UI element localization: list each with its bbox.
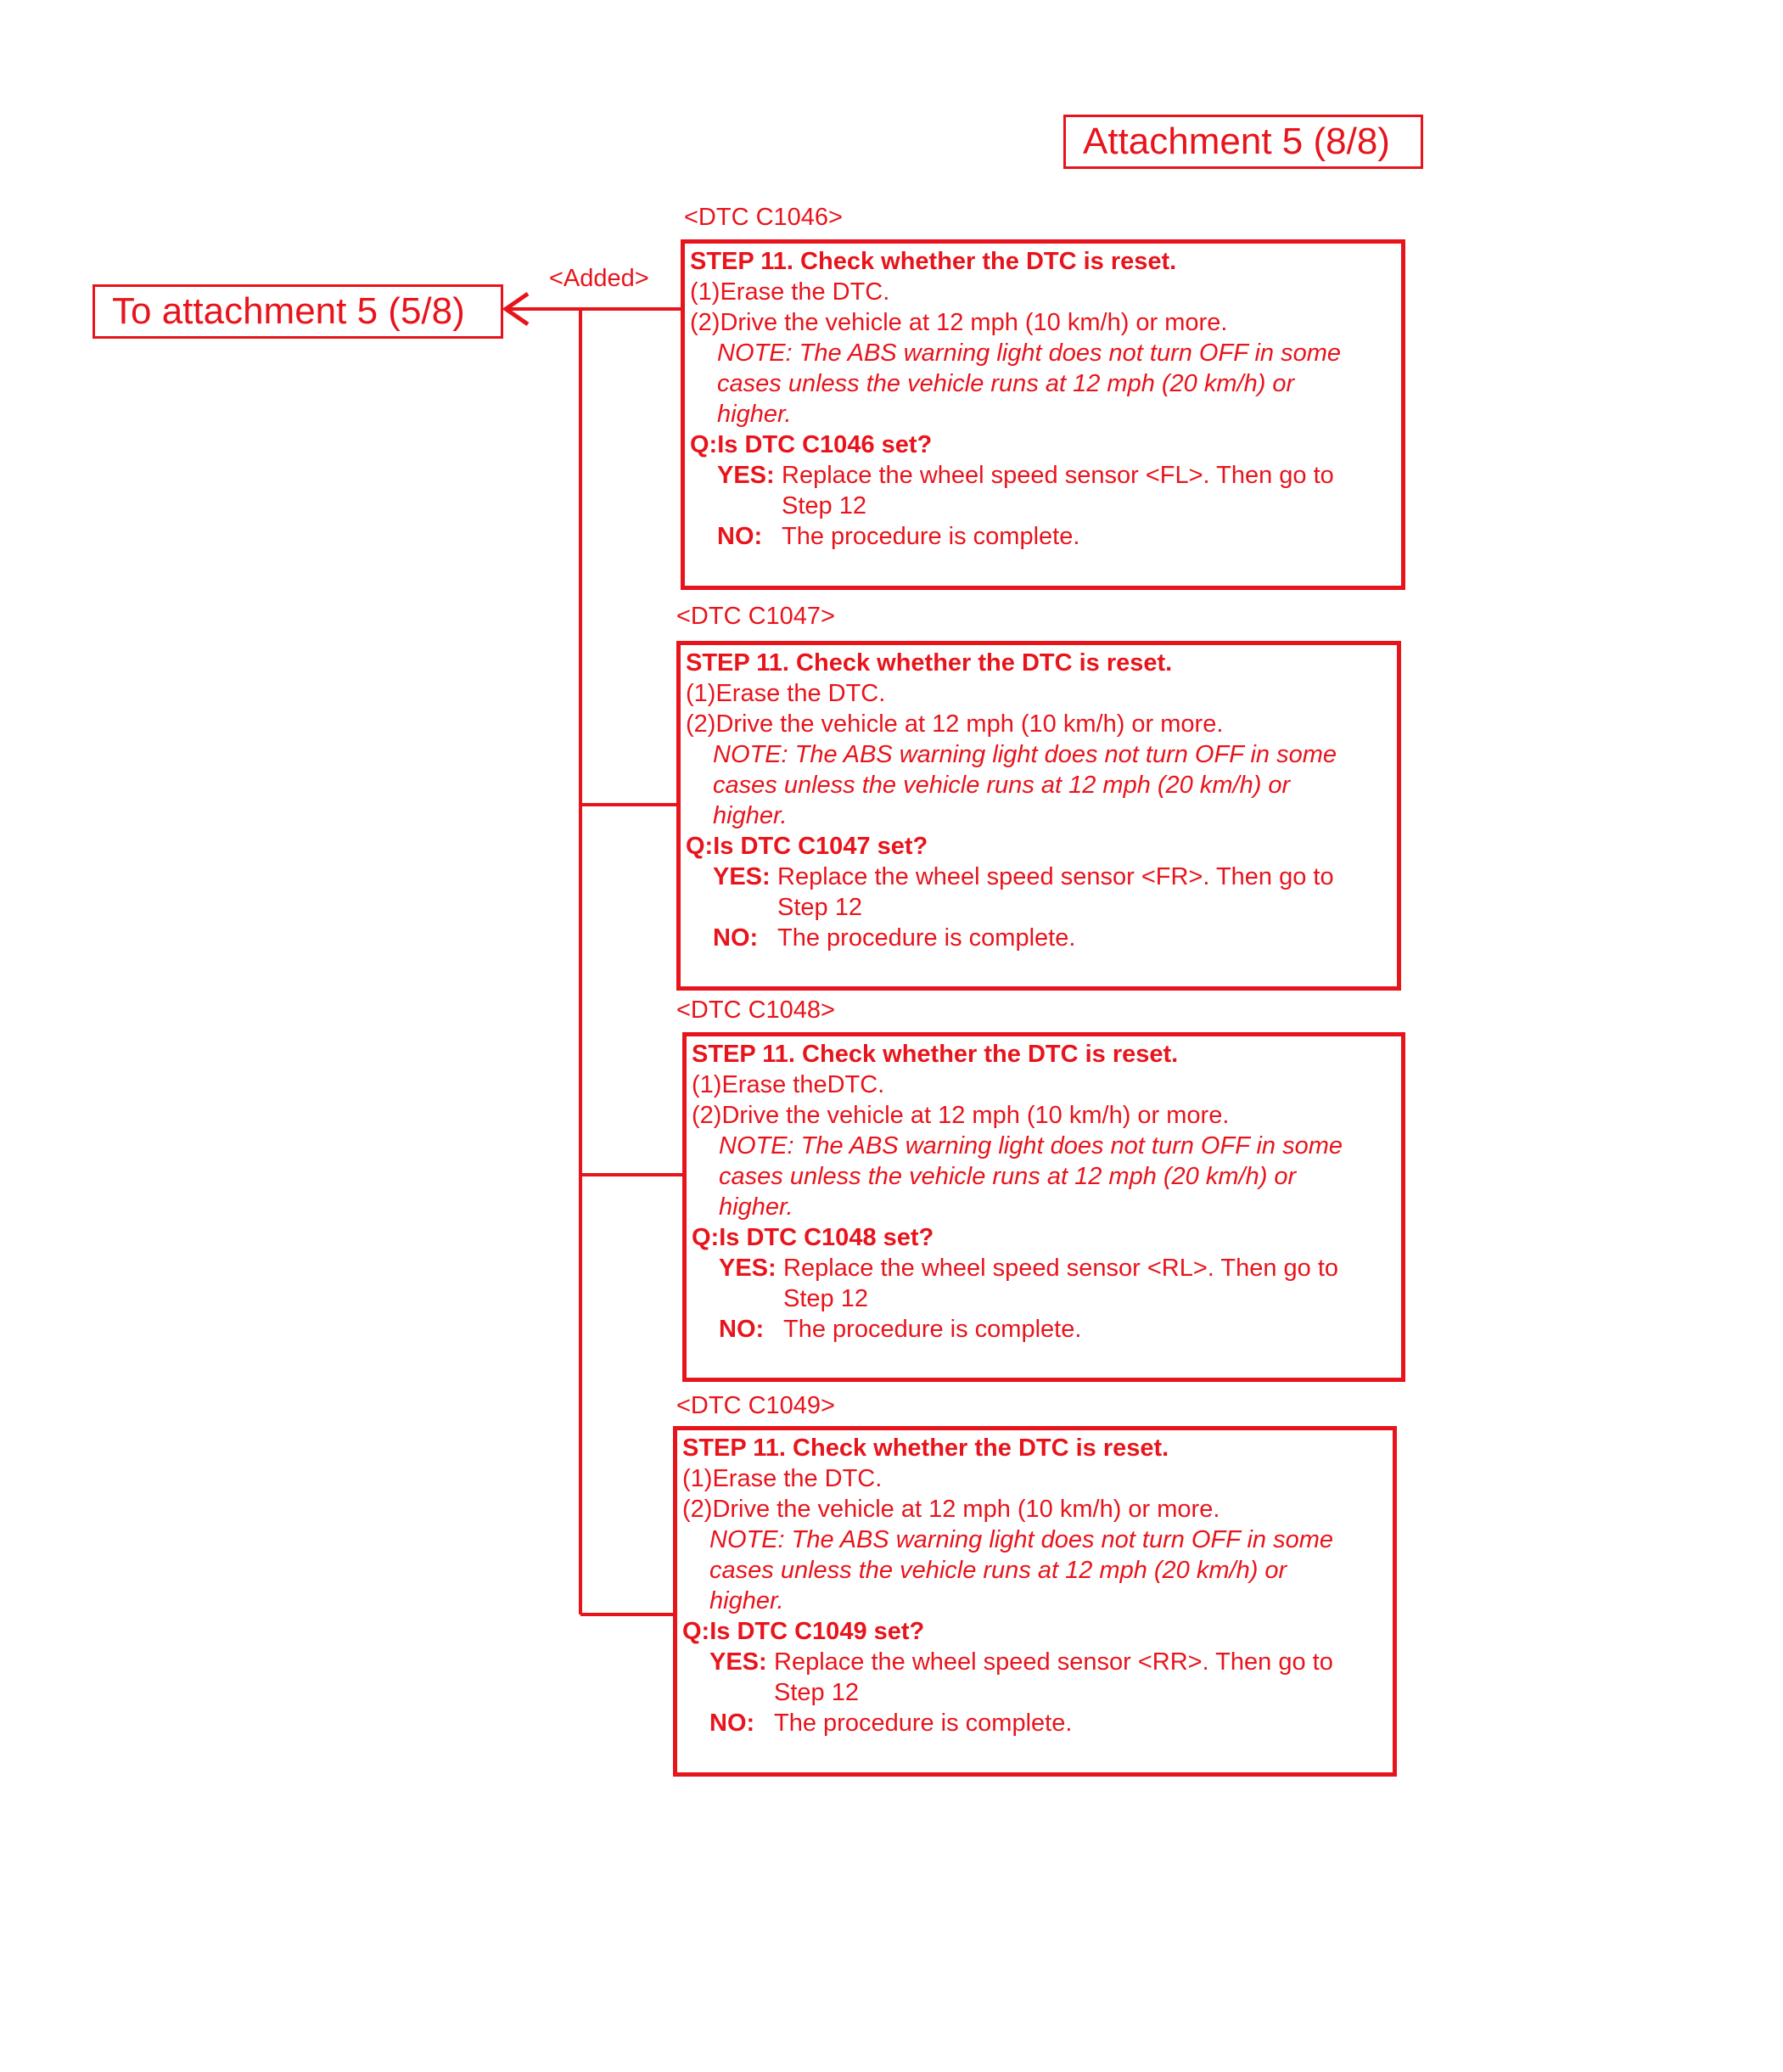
yes-text: Replace the wheel speed sensor <RL>. Then go to xyxy=(783,1255,1339,1282)
no-answer xyxy=(682,1708,1393,1738)
step-box-c1048 xyxy=(682,1032,1405,1382)
yes-text: Replace the wheel speed sensor <FL>. Then go to xyxy=(782,462,1334,489)
step-line-erase: (1)Erase the DTC. xyxy=(682,1465,883,1492)
step-note-line: NOTE: The ABS warning light does not turn OFF in some xyxy=(709,1526,1333,1553)
yes-continuation: Step 12 xyxy=(782,492,866,519)
yes-key: YES: xyxy=(709,1648,767,1676)
step-line-drive: (2)Drive the vehicle at 12 mph (10 km/h) or more. xyxy=(682,1496,1220,1523)
step-question: Q:Is DTC C1047 set? xyxy=(686,833,928,860)
yes-answer xyxy=(682,1647,1393,1677)
step-box-c1047 xyxy=(676,641,1401,991)
no-key: NO: xyxy=(713,924,759,952)
yes-answer xyxy=(686,862,1397,892)
step-box-c1046 xyxy=(681,239,1405,590)
step-title: STEP 11. Check whether the DTC is reset. xyxy=(682,1435,1169,1462)
dtc-label-c1048: <DTC C1048> xyxy=(676,997,835,1024)
added-label: <Added> xyxy=(549,265,649,292)
step-note-line: higher. xyxy=(719,1193,793,1221)
yes-continuation: Step 12 xyxy=(777,894,862,921)
yes-text: Replace the wheel speed sensor <FR>. Then go to xyxy=(777,863,1334,890)
no-text: The procedure is complete. xyxy=(783,1316,1082,1343)
yes-answer xyxy=(692,1253,1401,1283)
step-line-drive: (2)Drive the vehicle at 12 mph (10 km/h) or more. xyxy=(686,710,1224,738)
step-note-line: higher. xyxy=(709,1587,784,1614)
step-note-line: NOTE: The ABS warning light does not turn OFF in some xyxy=(713,741,1337,768)
no-answer xyxy=(690,521,1401,552)
dtc-label-c1046: <DTC C1046> xyxy=(684,204,843,231)
step-line-drive: (2)Drive the vehicle at 12 mph (10 km/h) or more. xyxy=(692,1102,1230,1129)
dtc-label-c1049: <DTC C1049> xyxy=(676,1392,835,1419)
no-key: NO: xyxy=(709,1710,755,1737)
step-note-line: cases unless the vehicle runs at 12 mph (20 km/h) or xyxy=(709,1557,1287,1584)
yes-key: YES: xyxy=(713,863,771,890)
step-title: STEP 11. Check whether the DTC is reset. xyxy=(690,248,1177,275)
step-question: Q:Is DTC C1048 set? xyxy=(692,1224,934,1251)
yes-continuation: Step 12 xyxy=(783,1285,868,1312)
step-note-line: cases unless the vehicle runs at 12 mph (20 km/h) or xyxy=(717,370,1295,397)
yes-key: YES: xyxy=(719,1255,777,1282)
step-title: STEP 11. Check whether the DTC is reset. xyxy=(686,649,1173,677)
step-line-drive: (2)Drive the vehicle at 12 mph (10 km/h) or more. xyxy=(690,309,1228,336)
step-note-line: cases unless the vehicle runs at 12 mph (20 km/h) or xyxy=(719,1163,1297,1190)
step-note-line: NOTE: The ABS warning light does not turn OFF in some xyxy=(719,1132,1343,1160)
destination-label: To attachment 5 (5/8) xyxy=(112,290,465,332)
no-answer xyxy=(686,923,1397,953)
step-line-erase: (1)Erase theDTC. xyxy=(692,1071,885,1098)
step-title: STEP 11. Check whether the DTC is reset. xyxy=(692,1041,1179,1068)
step-line-erase: (1)Erase the DTC. xyxy=(690,278,890,306)
no-answer xyxy=(692,1314,1401,1345)
no-text: The procedure is complete. xyxy=(777,924,1076,952)
attachment-title: Attachment 5 (8/8) xyxy=(1083,121,1390,162)
no-key: NO: xyxy=(717,523,763,550)
yes-text: Replace the wheel speed sensor <RR>. Then go to xyxy=(774,1648,1333,1676)
no-text: The procedure is complete. xyxy=(782,523,1080,550)
step-note-line: higher. xyxy=(713,802,788,829)
yes-continuation: Step 12 xyxy=(774,1679,859,1706)
step-line-erase: (1)Erase the DTC. xyxy=(686,680,886,707)
yes-key: YES: xyxy=(717,462,775,489)
step-question: Q:Is DTC C1046 set? xyxy=(690,431,933,458)
step-note-line: higher. xyxy=(717,401,792,428)
dtc-label-c1047: <DTC C1047> xyxy=(676,603,835,630)
step-question: Q:Is DTC C1049 set? xyxy=(682,1618,925,1645)
step-box-c1049 xyxy=(673,1426,1397,1777)
no-text: The procedure is complete. xyxy=(774,1710,1073,1737)
yes-answer xyxy=(690,460,1401,491)
no-key: NO: xyxy=(719,1316,765,1343)
step-note-line: NOTE: The ABS warning light does not turn OFF in some xyxy=(717,340,1341,367)
step-note-line: cases unless the vehicle runs at 12 mph (20 km/h) or xyxy=(713,772,1291,799)
